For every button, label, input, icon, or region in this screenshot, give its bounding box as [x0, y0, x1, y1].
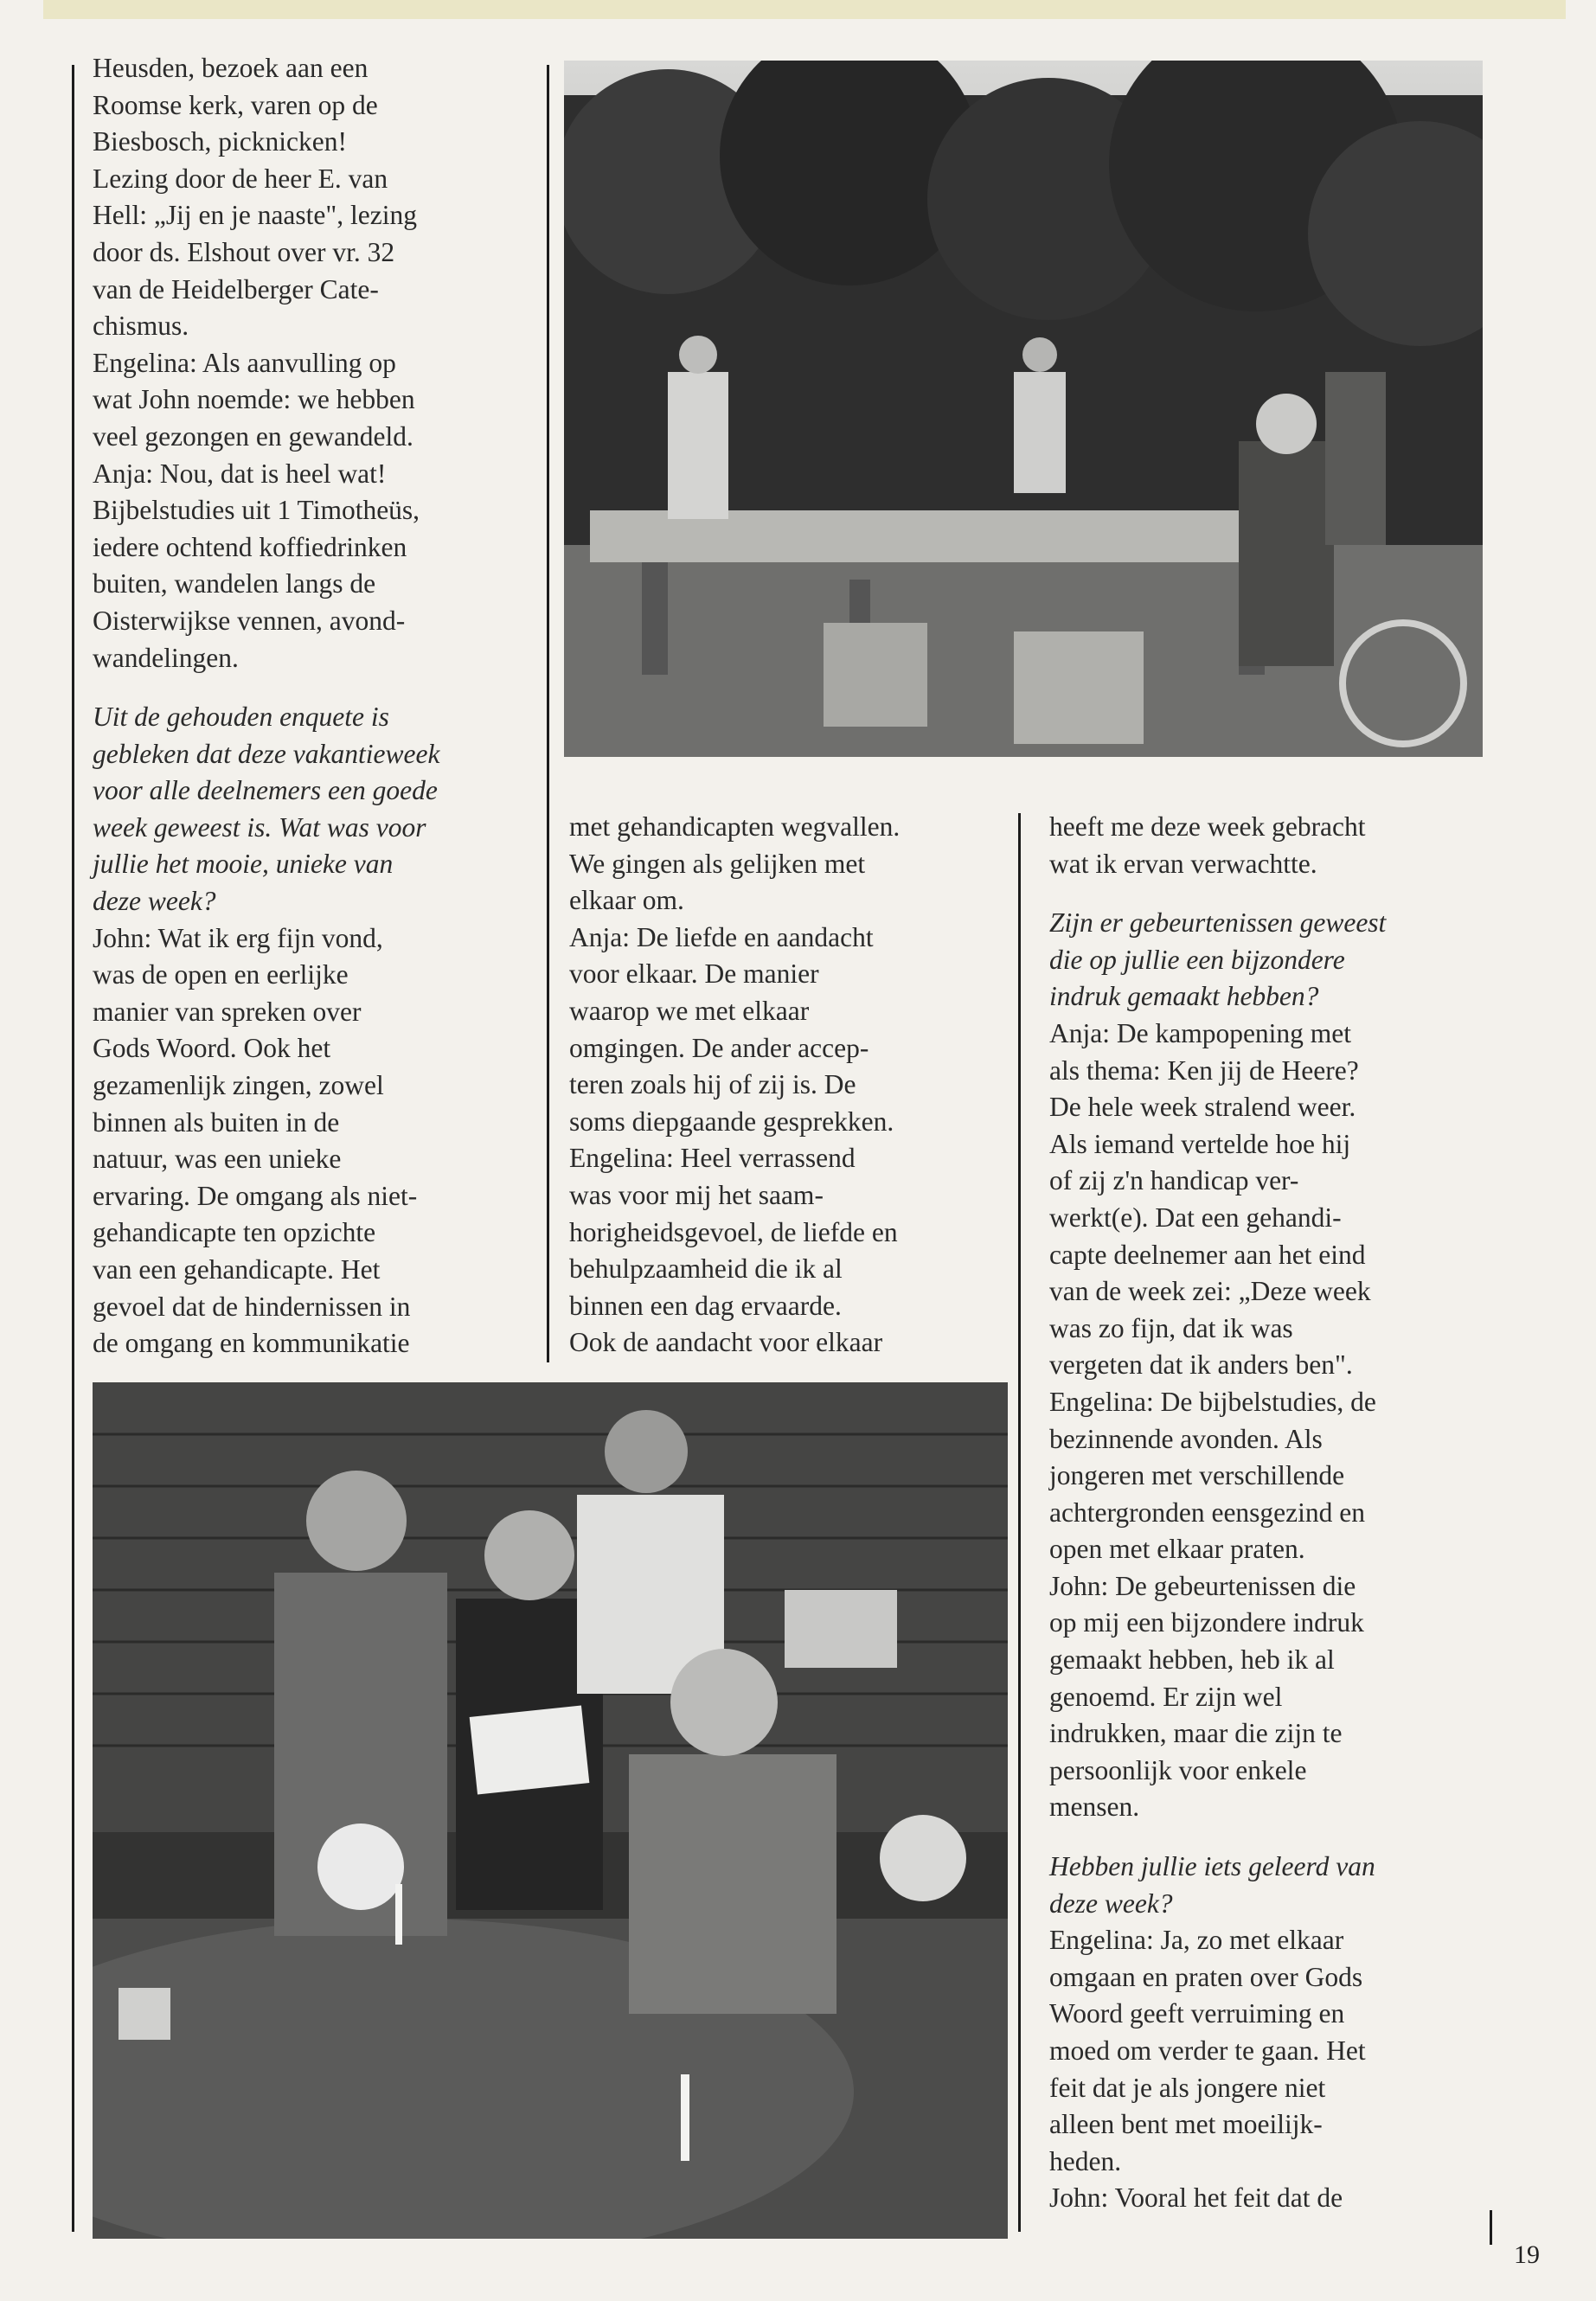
text-line: heden.: [1049, 2145, 1122, 2176]
text-line: op mij een bijzondere indruk: [1049, 1607, 1364, 1638]
text-line: werkt(e). Dat een gehandi-: [1049, 1202, 1342, 1233]
answer-3: [1049, 1922, 1482, 2217]
text-line: We gingen als gelijken met: [569, 848, 866, 879]
text-line: feit dat je als jongere niet: [1049, 2072, 1326, 2103]
text-line: buiten, wandelen langs de: [93, 568, 376, 599]
text-line: indruk gemaakt hebben?: [1049, 981, 1319, 1012]
text-line: gemaakt hebben, heb ik al: [1049, 1644, 1335, 1676]
text-line: die op jullie een bijzondere: [1049, 944, 1345, 975]
text-line: teren zoals hij of zij is. De: [569, 1069, 856, 1100]
page-number: 19: [1514, 2240, 1540, 2269]
text-line: voor alle deelnemers een goede: [93, 775, 438, 806]
text-line: behulpzaamheid die ik al: [569, 1253, 843, 1285]
text-line: mensen.: [1049, 1791, 1140, 1823]
text-line: moed om verder te gaan. Het: [1049, 2035, 1366, 2066]
right-intro: [1049, 809, 1482, 882]
text-line: de omgang en kommunikatie: [93, 1328, 410, 1359]
text-line: wandelingen.: [93, 642, 239, 673]
text-line: Uit de gehouden enquete is: [93, 702, 389, 733]
text-line: Lezing door de heer E. van: [93, 163, 388, 194]
text-line: was de open en eerlijke: [93, 959, 349, 990]
column-middle: [569, 809, 1002, 1362]
text-line: Oisterwijkse vennen, avond-: [93, 605, 406, 636]
text-line: Roomse kerk, varen op de: [93, 89, 378, 120]
text-line: Engelina: De bijbelstudies, de: [1049, 1386, 1376, 1417]
text-line: De hele week stralend weer.: [1049, 1092, 1356, 1123]
answer-2: [1049, 1016, 1482, 1826]
column-right: [1049, 809, 1482, 2217]
column-rule-right: [1490, 2210, 1492, 2245]
text-line: van de week zei: „Deze week: [1049, 1276, 1371, 1307]
column-rule-mid-lower: [1018, 813, 1021, 2232]
text-line: Hell: „Jij en je naaste", lezing: [93, 200, 417, 231]
middle-paragraphs: [569, 809, 1002, 1362]
text-line: week geweest is. Wat was voor: [93, 811, 426, 843]
text-line: met gehandicapten wegvallen.: [569, 811, 901, 842]
text-line: omgingen. De ander accep-: [569, 1032, 869, 1063]
text-line: was voor mij het saam-: [569, 1179, 824, 1210]
text-line: Anja: Nou, dat is heel wat!: [93, 458, 387, 489]
answer-1: [93, 920, 534, 1362]
text-line: van de Heidelberger Cate-: [93, 273, 379, 304]
text-line: waarop we met elkaar: [569, 995, 810, 1026]
text-line: jongeren met verschillende: [1049, 1460, 1345, 1491]
text-line: door ds. Elshout over vr. 32: [93, 236, 395, 267]
text-line: bezinnende avonden. Als: [1049, 1423, 1323, 1454]
question-3: [1049, 1849, 1482, 1922]
text-line: natuur, was een unieke: [93, 1144, 342, 1175]
text-line: Anja: De kampopening met: [1049, 1017, 1352, 1048]
text-line: Biesbosch, picknicken!: [93, 126, 347, 157]
text-line: soms diepgaande gesprekken.: [569, 1106, 894, 1137]
photo-outdoor-terrace: [564, 61, 1483, 757]
text-line: Engelina: Als aanvulling op: [93, 347, 396, 378]
question-1: [93, 699, 534, 920]
text-line: persoonlijk voor enkele: [1049, 1754, 1307, 1785]
text-line: van een gehandicapte. Het: [93, 1254, 381, 1285]
text-line: of zij z'n handicap ver-: [1049, 1165, 1299, 1196]
text-line: Heusden, bezoek aan een: [93, 53, 369, 83]
text-line: Ook de aandacht voor elkaar: [569, 1327, 883, 1358]
text-line: horigheidsgevoel, de liefde en: [569, 1216, 898, 1247]
column-rule-mid-upper: [547, 65, 549, 1362]
text-line: manier van spreken over: [93, 996, 362, 1027]
text-line: open met elkaar praten.: [1049, 1534, 1305, 1565]
text-line: Gods Woord. Ook het: [93, 1033, 331, 1064]
text-line: deze week?: [93, 886, 216, 917]
text-line: genoemd. Er zijn wel: [1049, 1681, 1283, 1712]
text-line: jullie het mooie, unieke van: [93, 849, 394, 880]
text-line: deze week?: [1049, 1888, 1173, 1919]
question-2: [1049, 905, 1482, 1016]
column-left-top: [93, 50, 534, 1362]
photo-indoor-group: [93, 1382, 1008, 2239]
text-line: ervaring. De omgang als niet-: [93, 1180, 418, 1211]
text-line: indrukken, maar die zijn te: [1049, 1718, 1343, 1749]
text-line: Als iemand vertelde hoe hij: [1049, 1128, 1351, 1159]
text-line: achtergronden eensgezind en: [1049, 1497, 1366, 1528]
text-line: voor elkaar. De manier: [569, 958, 819, 990]
text-line: chismus.: [93, 311, 189, 342]
text-line: Engelina: Heel verrassend: [569, 1143, 856, 1174]
text-line: alleen bent met moeilijk-: [1049, 2109, 1323, 2140]
column-rule-left: [72, 65, 74, 2232]
text-line: als thema: Ken jij de Heere?: [1049, 1054, 1359, 1086]
text-line: John: Wat ik erg fijn vond,: [93, 922, 383, 953]
text-line: Zijn er gebeurtenissen geweest: [1049, 907, 1387, 939]
text-line: binnen als buiten in de: [93, 1106, 340, 1138]
text-line: gebleken dat deze vakantieweek: [93, 738, 440, 769]
text-line: Woord geeft verruiming en: [1049, 1998, 1345, 2029]
text-line: Engelina: Ja, zo met elkaar: [1049, 1925, 1344, 1956]
text-line: Bijbelstudies uit 1 Timotheüs,: [93, 495, 420, 526]
text-line: wat John noemde: we hebben: [93, 384, 415, 415]
text-line: wat ik ervan verwachtte.: [1049, 848, 1317, 879]
text-line: Hebben jullie iets geleerd van: [1049, 1851, 1375, 1882]
text-line: John: Vooral het feit dat de: [1049, 2182, 1343, 2214]
left-top-paragraphs: [93, 50, 534, 676]
text-line: gezamenlijk zingen, zowel: [93, 1070, 384, 1101]
text-line: heeft me deze week gebracht: [1049, 811, 1366, 842]
text-line: was zo fijn, dat ik was: [1049, 1312, 1293, 1343]
text-line: gehandicapte ten opzichte: [93, 1217, 376, 1248]
text-line: John: De gebeurtenissen die: [1049, 1570, 1356, 1601]
text-line: binnen een dag ervaarde.: [569, 1290, 842, 1321]
text-line: gevoel dat de hindernissen in: [93, 1291, 411, 1322]
text-line: vergeten dat ik anders ben".: [1049, 1349, 1353, 1381]
text-line: veel gezongen en gewandeld.: [93, 420, 413, 452]
text-line: omgaan en praten over Gods: [1049, 1961, 1363, 1992]
text-line: Anja: De liefde en aandacht: [569, 921, 874, 952]
text-line: iedere ochtend koffiedrinken: [93, 531, 407, 562]
text-line: capte deelnemer aan het eind: [1049, 1239, 1366, 1270]
text-line: elkaar om.: [569, 885, 684, 916]
top-color-band: [43, 0, 1566, 19]
